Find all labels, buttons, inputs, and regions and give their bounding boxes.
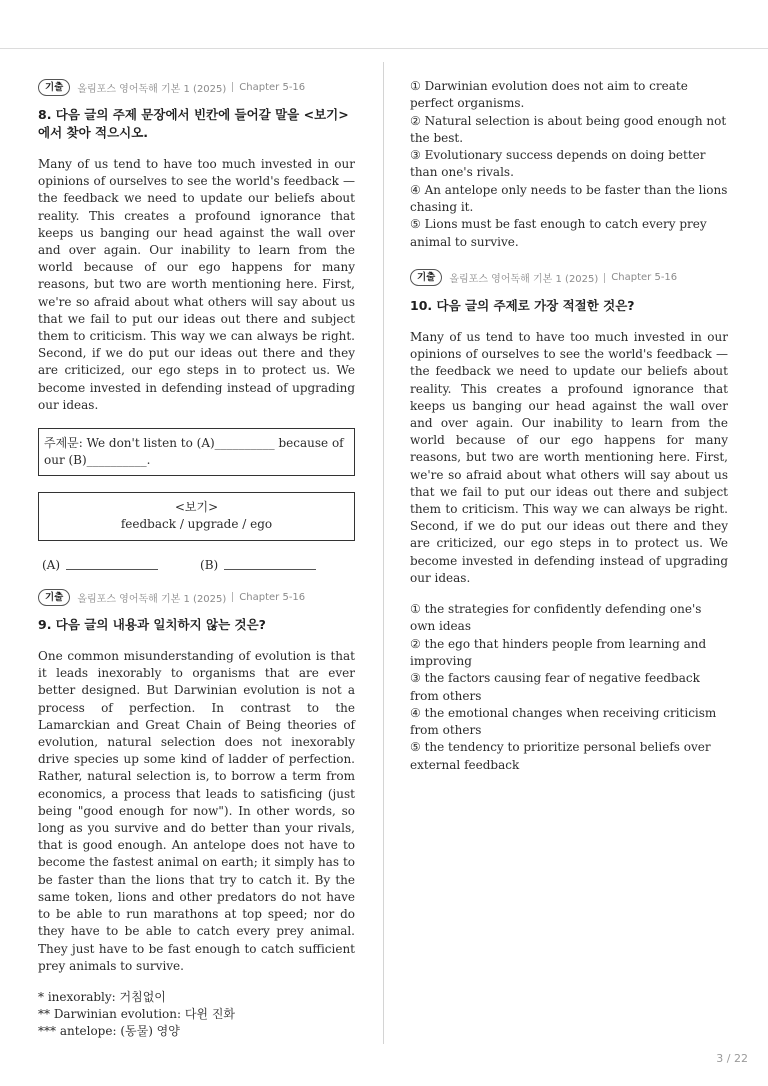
- column-divider: [383, 62, 384, 1044]
- answer-b-blank: [224, 557, 316, 570]
- option-2: ② the ego that hinders people from learning and improving: [410, 636, 707, 668]
- bogi-words: feedback / upgrade / ego: [120, 517, 273, 532]
- option-5: ⑤ the tendency to prioritize personal beliefs over external feedback: [410, 740, 711, 772]
- option-3: ③ the factors causing fear of negative feedback from others: [410, 671, 700, 703]
- separator: [232, 592, 233, 602]
- question-9: [38, 588, 355, 1040]
- source-row: [38, 588, 355, 606]
- answer-a-label: (A): [42, 558, 61, 573]
- option-4: ④ the emotional changes when receiving criticism from others: [410, 705, 717, 738]
- header-rule: [0, 48, 768, 49]
- source-row: [410, 269, 728, 287]
- source-text: 올림포스 영어독해 기본 1 (2025): [77, 593, 227, 605]
- bogi-box: [38, 492, 355, 541]
- answer-row: [42, 557, 355, 574]
- separator: [604, 273, 605, 283]
- question-title: 9. 다음 글의 내용과 일치하지 않는 것은?: [38, 617, 266, 633]
- separator: [232, 82, 233, 92]
- chapter-text: Chapter 5-16: [239, 81, 306, 93]
- source-text: 올림포스 영어독해 기본 1 (2025): [449, 274, 599, 286]
- exam-tag-badge: 기출: [38, 589, 70, 606]
- topic-sentence-box: [38, 428, 355, 476]
- footnote: *** antelope: (동물) 영양: [38, 1023, 180, 1038]
- option-2: ② Natural selection is about being good enough not the best.: [410, 113, 727, 145]
- question-10-options: [410, 601, 728, 774]
- option-4: ④ An antelope only needs to be faster than the lions chasing it.: [410, 182, 728, 215]
- footnote: * inexorably: 거침없이: [38, 989, 166, 1004]
- passage-text: Many of us tend to have too much invested in our opinions of ourselves to see the world's feedback — the feedback we need to update our beliefs about reality. This creates a profound ignorance that keeps us banging our head against the wall over and over again. Our inability to learn from the world because of our ego happens for many reasons, but two are worth mentioning here. First, we're so afraid about what others will say about us that we fail to put our ideas out there and subject them to criticism. This way we can always be right. Second, if we do put our ideas out there and they are criticized, our ego steps in to protect us. We become invested in defending instead of upgrading our ideas.: [38, 157, 355, 412]
- question-9-options: [410, 78, 728, 251]
- passage-text: Many of us tend to have too much invested in our opinions of ourselves to see the world's feedback — the feedback we need to update our beliefs about reality. This creates a profound ignorance that keeps us banging our head against the wall over and over again. Our inability to learn from the world because of our ego happens for many reasons, but two are worth mentioning here. First, we're so afraid about what others will say about us that we fail to put our ideas out there and subject them to criticism. This way we can always be right. Second, if we do put our ideas out there and they are criticized, our ego steps in to protect us. We become invested in defending instead of upgrading our ideas.: [410, 329, 728, 585]
- source-text: 올림포스 영어독해 기본 1 (2025): [77, 83, 227, 95]
- chapter-text: Chapter 5-16: [611, 272, 678, 284]
- question-10: [410, 269, 728, 774]
- chapter-text: Chapter 5-16: [239, 591, 306, 603]
- question-8: [38, 78, 355, 574]
- bogi-label: <보기>: [174, 500, 219, 515]
- option-1: ① the strategies for confidently defending one's own ideas: [410, 602, 702, 634]
- passage-text: One common misunderstanding of evolution is that it leads inexorably to organisms that are ever better designed. But Darwinian evolution is not a process of perfection. In contrast to the Lamarckian and Great Chain of Being theories of evolution, natural selection does not inexorably drive species up some kind of ladder of perfection. Rather, natural selection is, to borrow a term from economics, a process that leads to satisficing (just being "good enough for now"). In other words, so long as you survive and do better than your rivals, that is good enough. An antelope does not have to become the fastest animal on earth; it simply has to be faster than the lions that try to catch it. By the same token, lions and other predators do not have to be able to run marathons at top speed; nor do they have to be able to catch every prey animal. They just have to be fast enough to catch sufficient prey animals to survive.: [38, 649, 355, 973]
- footnotes: [38, 989, 355, 1040]
- answer-b-label: (B): [200, 558, 219, 573]
- left-column: [38, 78, 355, 1040]
- right-column: [410, 78, 728, 792]
- exam-tag-badge: 기출: [410, 269, 442, 286]
- page-number: 3 / 22: [716, 1052, 748, 1065]
- question-title: 8. 다음 글의 주제 문장에서 빈칸에 들어갈 말을 <보기>에서 찾아 적으시오.: [38, 107, 349, 140]
- exam-tag-badge: 기출: [38, 79, 70, 96]
- option-5: ⑤ Lions must be fast enough to catch every prey animal to survive.: [410, 217, 707, 249]
- option-3: ③ Evolutionary success depends on doing better than one's rivals.: [410, 148, 706, 180]
- question-title: 10. 다음 글의 주제로 가장 적절한 것은?: [410, 297, 635, 313]
- footnote: ** Darwinian evolution: 다윈 진화: [38, 1006, 236, 1021]
- answer-a-blank: [66, 557, 158, 570]
- option-1: ① Darwinian evolution does not aim to create perfect organisms.: [410, 79, 688, 111]
- source-row: [38, 78, 355, 96]
- topic-sentence: 주제문: We don't listen to (A)__________ because of our (B)__________.: [44, 436, 344, 468]
